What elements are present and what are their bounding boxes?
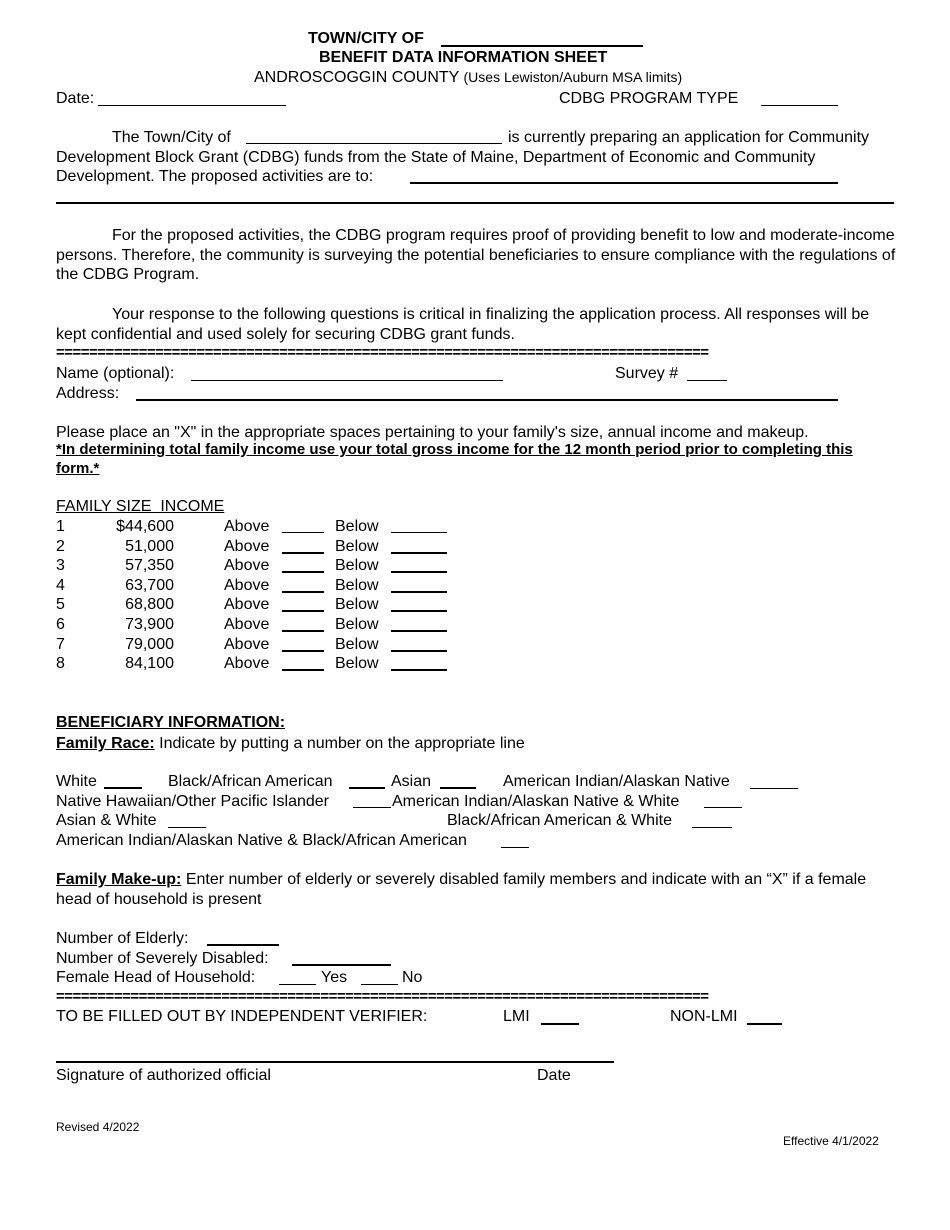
family-size: 6 (56, 616, 65, 633)
beneficiary-heading: BENEFICIARY INFORMATION: (56, 714, 286, 731)
below-field[interactable] (391, 610, 447, 612)
income-limit: $44,600 (116, 518, 174, 535)
instructions-note: *In determining total family income use your total gross income for the 12 month period prior to completing this form.* (56, 441, 853, 477)
above-field[interactable] (282, 650, 324, 652)
below-label: Below (335, 537, 379, 555)
no-label: No (402, 969, 423, 986)
income-limit: 57,350 (125, 557, 174, 575)
non-lmi-field[interactable] (747, 1023, 782, 1025)
race-nhpi-field[interactable] (353, 807, 391, 808)
elderly-label: Number of Elderly: (56, 930, 189, 947)
verifier-label: TO BE FILLED OUT BY INDEPENDENT VERIFIER: (56, 1008, 428, 1025)
intro-p1-end: is currently preparing an application for Community (508, 129, 870, 146)
town-name-field-2[interactable] (246, 143, 502, 144)
survey-label: Survey # (615, 365, 679, 382)
below-label: Below (335, 596, 379, 614)
page-title: BENEFIT DATA INFORMATION SHEET (319, 49, 608, 66)
separator-1: =============================================================================== (56, 344, 709, 361)
program-type-label: CDBG PROGRAM TYPE (559, 90, 739, 107)
female-head-no-field[interactable] (361, 984, 398, 985)
address-field[interactable] (136, 399, 838, 401)
race-black-field[interactable] (349, 787, 385, 789)
above-field[interactable] (282, 591, 324, 593)
race-black: Black/African American (168, 773, 333, 790)
above-label: Above (224, 576, 270, 594)
race-aian-white-field[interactable] (704, 807, 742, 808)
above-field[interactable] (282, 571, 324, 573)
instructions-text: Please place an "X" in the appropriate spaces pertaining to your family's size, annual income and makeup. (56, 424, 809, 441)
family-size: 3 (56, 557, 65, 575)
race-asian-field[interactable] (440, 787, 476, 789)
signature-label: Signature of authorized official (56, 1067, 271, 1084)
family-size: 7 (56, 635, 65, 653)
race-asian: Asian (391, 773, 432, 790)
below-field[interactable] (391, 630, 447, 632)
race-aian-field[interactable] (750, 788, 798, 789)
makeup-label: Family Make-up: (56, 871, 182, 888)
address-label: Address: (56, 385, 120, 402)
makeup-block (56, 870, 896, 909)
intro-p1-line3: Development. The proposed activities are to: (56, 168, 374, 185)
lmi-label: LMI (503, 1008, 530, 1025)
effective-note: Effective 4/1/2022 (783, 1134, 879, 1148)
signature-date-label: Date (537, 1067, 571, 1084)
elderly-field[interactable] (207, 944, 279, 946)
lmi-field[interactable] (541, 1023, 579, 1025)
female-head-label: Female Head of Household: (56, 969, 256, 986)
intro-p1-line2: Development Block Grant (CDBG) funds from the State of Maine, Department of Economic and Community (56, 149, 816, 166)
intro-p2: For the proposed activities, the CDBG program requires proof of providing benefit to low and moderate-income persons. Therefore, the community is surveying the potential beneficiaries to ensure compliance with the regulations of the CDBG Program. (56, 227, 896, 283)
disabled-field[interactable] (292, 964, 391, 966)
above-field[interactable] (282, 630, 324, 632)
below-field[interactable] (391, 552, 447, 554)
race-instruction: Indicate by putting a number on the appropriate line (159, 735, 525, 752)
above-field[interactable] (282, 610, 324, 612)
above-field[interactable] (282, 552, 324, 554)
race-label: Family Race: (56, 735, 155, 752)
activities-field-2[interactable] (56, 202, 894, 204)
below-field[interactable] (391, 669, 447, 671)
race-aian: American Indian/Alaskan Native (503, 773, 730, 790)
below-label: Below (335, 655, 379, 673)
county-name: ANDROSCOGGIN COUNTY (254, 69, 460, 86)
non-lmi-label: NON-LMI (670, 1008, 738, 1025)
town-name-field[interactable] (441, 45, 643, 47)
race-black-white-field[interactable] (692, 827, 732, 828)
activities-field[interactable] (410, 182, 838, 184)
race-line (56, 734, 525, 753)
race-aian-black-field[interactable] (501, 847, 529, 848)
signature-line[interactable] (56, 1061, 614, 1063)
county-note: (Uses Lewiston/Auburn MSA limits) (463, 69, 683, 85)
date-label: Date: (56, 90, 95, 107)
above-field[interactable] (282, 669, 324, 671)
intro-p1-start: The Town/City of (112, 129, 231, 146)
date-field[interactable] (98, 105, 286, 106)
race-white: White (56, 773, 97, 790)
below-field[interactable] (391, 650, 447, 652)
county-line (254, 68, 682, 87)
income-limit: 68,800 (125, 596, 174, 614)
below-label: Below (335, 518, 379, 535)
income-limit: 51,000 (125, 537, 174, 555)
family-size: 5 (56, 596, 65, 614)
above-label: Above (224, 616, 270, 633)
race-black-white: Black/African American & White (447, 812, 672, 829)
income-limit: 79,000 (125, 635, 174, 653)
above-label: Above (224, 518, 270, 535)
income-limit: 73,900 (125, 616, 174, 633)
name-label: Name (optional): (56, 365, 175, 382)
female-head-yes-field[interactable] (279, 984, 316, 985)
intro-p3: Your response to the following questions is critical in finalizing the application process. All responses will be kept confidential and used solely for securing CDBG grant funds. (56, 306, 870, 343)
income-table-header: FAMILY SIZE INCOME (56, 498, 225, 515)
race-asian-white-field[interactable] (168, 827, 206, 828)
race-white-field[interactable] (104, 787, 142, 789)
makeup-instruction: Enter number of elderly or severely disabled family members and indicate with an “X” if a female head of household is present (56, 871, 867, 908)
family-size: 2 (56, 537, 65, 555)
race-nhpi: Native Hawaiian/Other Pacific Islander (56, 793, 330, 810)
below-label: Below (335, 576, 379, 594)
town-label: TOWN/CITY OF (308, 30, 424, 47)
above-label: Above (224, 635, 270, 653)
below-field[interactable] (391, 591, 447, 593)
income-limit: 63,700 (125, 576, 174, 594)
below-label: Below (335, 557, 379, 575)
income-limit: 84,100 (125, 655, 174, 673)
program-type-field[interactable] (761, 105, 838, 106)
family-size: 4 (56, 576, 65, 594)
above-label: Above (224, 557, 270, 575)
family-size: 8 (56, 655, 65, 673)
revised-note: Revised 4/2022 (56, 1120, 140, 1134)
below-field[interactable] (391, 571, 447, 573)
separator-2: =============================================================================== (56, 988, 709, 1005)
disabled-label: Number of Severely Disabled: (56, 950, 269, 967)
name-field[interactable] (191, 380, 503, 381)
below-label: Below (335, 616, 379, 633)
above-label: Above (224, 537, 270, 555)
above-label: Above (224, 596, 270, 614)
below-label: Below (335, 635, 379, 653)
race-asian-white: Asian & White (56, 812, 157, 829)
above-field[interactable] (282, 532, 324, 533)
race-aian-white: American Indian/Alaskan Native & White (392, 793, 680, 810)
below-field[interactable] (391, 532, 447, 533)
above-label: Above (224, 655, 270, 673)
survey-field[interactable] (687, 380, 727, 381)
yes-label: Yes (321, 969, 348, 986)
family-size: 1 (56, 518, 65, 535)
race-aian-black: American Indian/Alaskan Native & Black/African American (56, 832, 467, 849)
